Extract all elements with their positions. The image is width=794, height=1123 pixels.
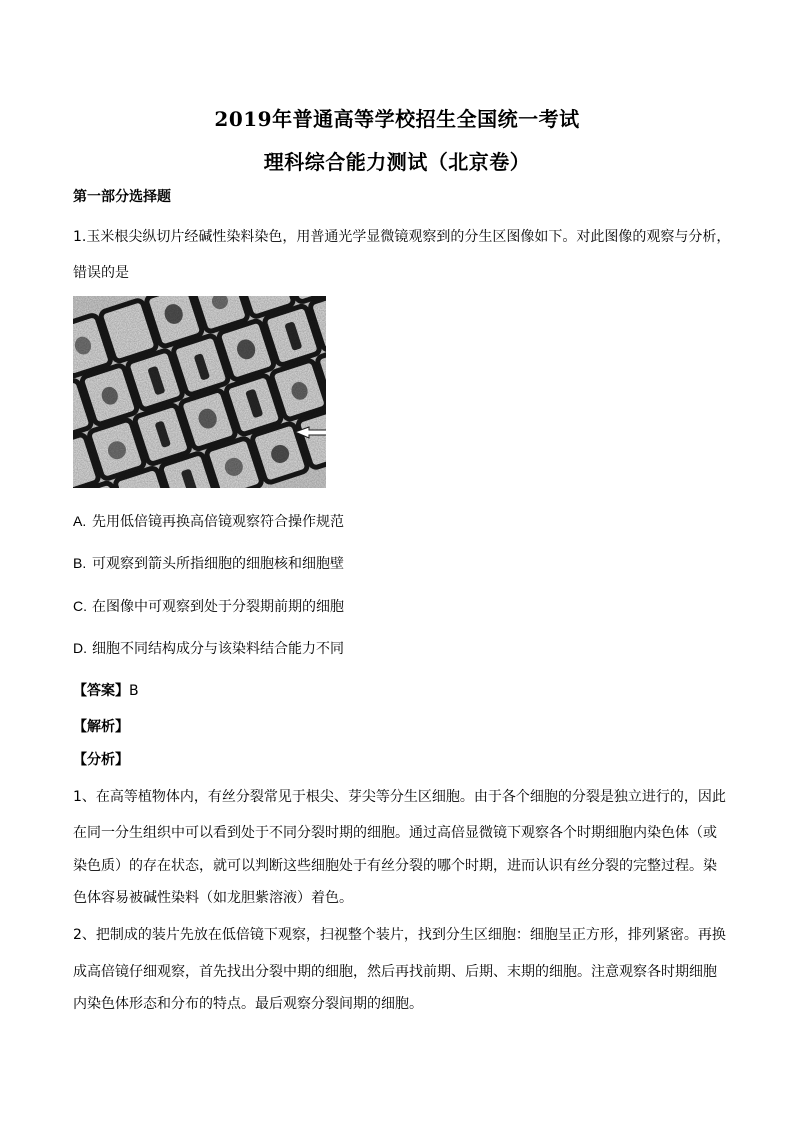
option-c bbox=[73, 596, 344, 616]
analysis-paragraph1-line2: 在同一分生组织中可以看到处于不同分裂时期的细胞。通过高倍显微镜下观察各个时期细胞内染色体（或 bbox=[73, 825, 717, 841]
option-letter: D. bbox=[73, 640, 87, 656]
section-heading: 第一部分选择题 bbox=[73, 189, 171, 205]
answer-label: 【答案】 bbox=[73, 683, 129, 699]
analysis-paragraph2-line3: 内染色体形态和分布的特点。最后观察分裂间期的细胞。 bbox=[73, 996, 423, 1012]
option-text: 可观察到箭头所指细胞的细胞核和细胞壁 bbox=[92, 556, 344, 572]
analysis-sub-label-line bbox=[73, 749, 129, 769]
option-letter: A. bbox=[73, 513, 87, 529]
option-text: 在图像中可观察到处于分裂期前期的细胞 bbox=[92, 599, 344, 615]
analysis-label-line bbox=[73, 716, 129, 736]
option-d bbox=[73, 638, 344, 658]
answer-value: B bbox=[129, 683, 139, 699]
analysis-paragraph2-line1: 2、把制成的装片先放在低倍镜下观察，扫视整个装片，找到分生区细胞：细胞呈正方形，排列紧密。再换 bbox=[73, 927, 726, 943]
analysis-paragraph1-line1: 1、在高等植物体内，有丝分裂常见于根尖、芽尖等分生区细胞。由于各个细胞的分裂是独立进行的，因此 bbox=[73, 789, 726, 805]
question-stem-line1: 1.玉米根尖纵切片经碱性染料染色，用普通光学显微镜观察到的分生区图像如下。对此图像的观察与分析， bbox=[73, 229, 731, 245]
microscope-image bbox=[73, 296, 326, 488]
analysis-label: 【解析】 bbox=[73, 719, 129, 735]
analysis-paragraph1-line3: 染色质）的存在状态，就可以判断这些细胞处于有丝分裂的哪个时期，进而认识有丝分裂的完整过程。染 bbox=[73, 858, 717, 874]
page-subtitle: 理科综合能力测试（北京卷） bbox=[263, 150, 531, 174]
analysis-paragraph1-line4: 色体容易被碱性染料（如龙胆紫溶液）着色。 bbox=[73, 890, 353, 906]
option-b bbox=[73, 553, 344, 573]
option-text: 细胞不同结构成分与该染料结合能力不同 bbox=[92, 641, 344, 657]
analysis-paragraph2-line2: 成高倍镜仔细观察，首先找出分裂中期的细胞，然后再找前期、后期、末期的细胞。注意观察各时期细胞 bbox=[73, 964, 717, 980]
option-letter: C. bbox=[73, 598, 87, 614]
option-text: 先用低倍镜再换高倍镜观察符合操作规范 bbox=[92, 514, 344, 530]
page-title: 2019年普通高等学校招生全国统一考试 bbox=[214, 107, 580, 131]
analysis-sub-label: 【分析】 bbox=[73, 752, 129, 768]
option-a bbox=[73, 511, 344, 531]
question-stem-line2: 错误的是 bbox=[73, 265, 129, 281]
option-letter: B. bbox=[73, 555, 87, 571]
answer-line bbox=[73, 680, 139, 700]
